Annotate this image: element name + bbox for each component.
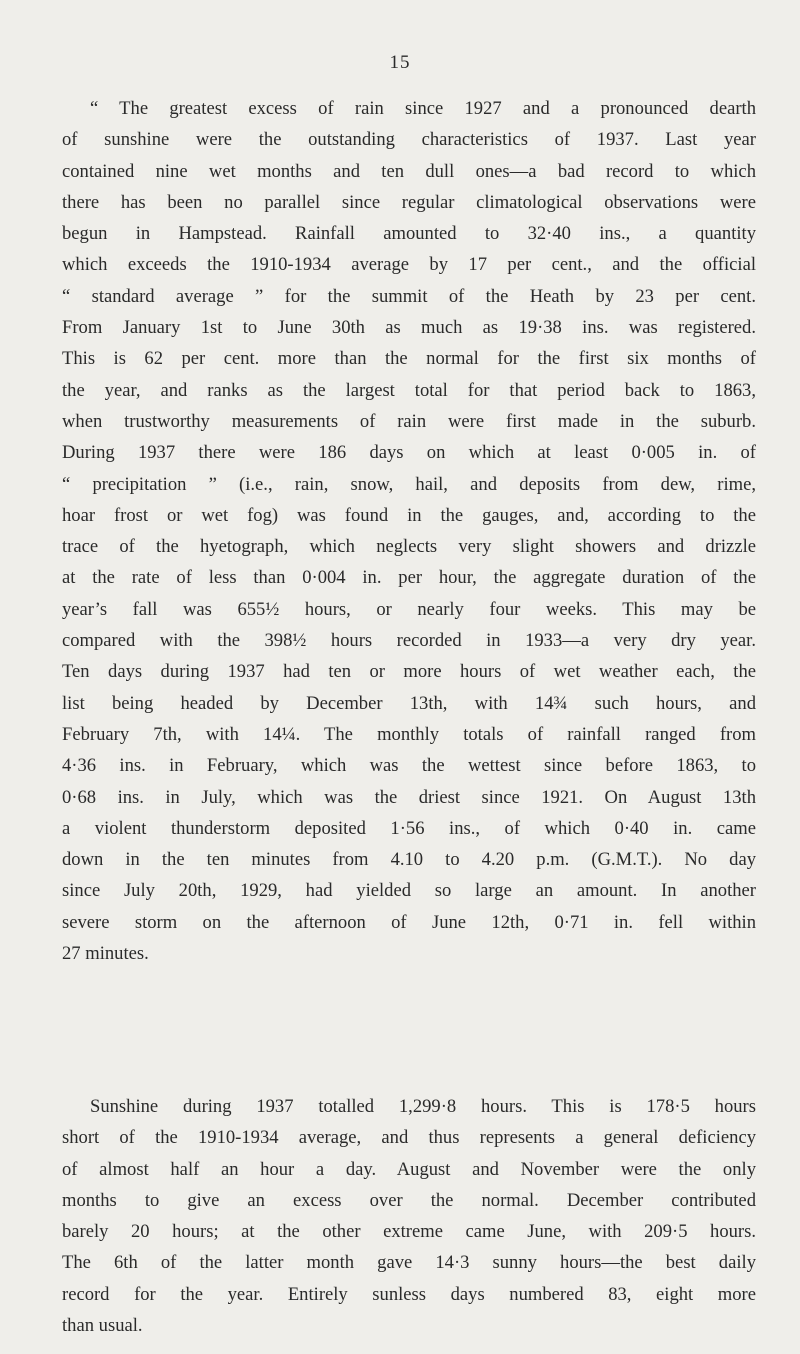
text-line: which exceeds the 1910-1934 average by 17 per cent., and the official: [62, 254, 756, 276]
text-line: the year, and ranks as the largest total for that period back to 1863,: [62, 379, 756, 401]
text-line: barely 20 hours; at the other extreme came June, with 209·5 hours.: [62, 1221, 756, 1243]
text-line: During 1937 there were 186 days on which at least 0·005 in. of: [62, 442, 756, 464]
text-line: 27 minutes.: [62, 943, 149, 965]
text-line: short of the 1910-1934 average, and thus represents a general deficiency: [62, 1127, 756, 1149]
text-line: of almost half an hour a day. August and November were the only: [62, 1158, 756, 1180]
paragraph-sunshine: [62, 1091, 756, 1341]
text-line: February 7th, with 14¼. The monthly totals of rainfall ranged from: [62, 723, 756, 745]
text-line: “ standard average ” for the summit of the Heath by 23 per cent.: [62, 285, 756, 307]
text-line: hoar frost or wet fog) was found in the gauges, and, according to the: [62, 504, 756, 526]
text-line: Sunshine during 1937 totalled 1,299·8 hours. This is 178·5 hours: [90, 1096, 756, 1117]
text-line: 4·36 ins. in February, which was the wettest since before 1863, to: [62, 755, 756, 777]
text-line: 0·68 ins. in July, which was the driest since 1921. On August 13th: [62, 786, 756, 808]
text-line: there has been no parallel since regular climatological observations were: [62, 191, 756, 213]
text-line: contained nine wet months and ten dull ones—a bad record to which: [62, 160, 756, 182]
text-line: The 6th of the latter month gave 14·3 sunny hours—the best daily: [62, 1252, 756, 1274]
text-line: severe storm on the afternoon of June 12th, 0·71 in. fell within: [62, 911, 756, 933]
paragraph-rainfall: [62, 93, 756, 969]
text-line: since July 20th, 1929, had yielded so large an amount. In another: [62, 880, 756, 902]
text-line: than usual.: [62, 1315, 143, 1337]
text-line: record for the year. Entirely sunless days numbered 83, eight more: [62, 1283, 756, 1305]
text-line: when trustworthy measurements of rain were first made in the suburb.: [62, 410, 756, 432]
text-line: “ The greatest excess of rain since 1927 and a pronounced dearth: [90, 98, 756, 119]
text-line: compared with the 398½ hours recorded in 1933—a very dry year.: [62, 630, 756, 652]
text-line: list being headed by December 13th, with 14¾ such hours, and: [62, 692, 756, 714]
text-line: Ten days during 1937 had ten or more hours of wet weather each, the: [62, 661, 756, 683]
text-line: begun in Hampstead. Rainfall amounted to 32·40 ins., a quantity: [62, 223, 756, 245]
text-line: “ precipitation ” (i.e., rain, snow, hail, and deposits from dew, rime,: [62, 473, 756, 495]
text-line: down in the ten minutes from 4.10 to 4.20 p.m. (G.M.T.). No day: [62, 849, 756, 871]
text-line: This is 62 per cent. more than the normal for the first six months of: [62, 348, 756, 370]
text-line: From January 1st to June 30th as much as 19·38 ins. was registered.: [62, 317, 756, 339]
text-line: months to give an excess over the normal. December contributed: [62, 1189, 756, 1211]
text-line: at the rate of less than 0·004 in. per hour, the aggregate duration of the: [62, 567, 756, 589]
text-line: trace of the hyetograph, which neglects very slight showers and drizzle: [62, 536, 756, 558]
text-line: of sunshine were the outstanding characteristics of 1937. Last year: [62, 129, 756, 151]
text-line: year’s fall was 655½ hours, or nearly four weeks. This may be: [62, 598, 756, 620]
page-number: 15: [389, 52, 411, 73]
text-line: a violent thunderstorm deposited 1·56 ins., of which 0·40 in. came: [62, 817, 756, 839]
